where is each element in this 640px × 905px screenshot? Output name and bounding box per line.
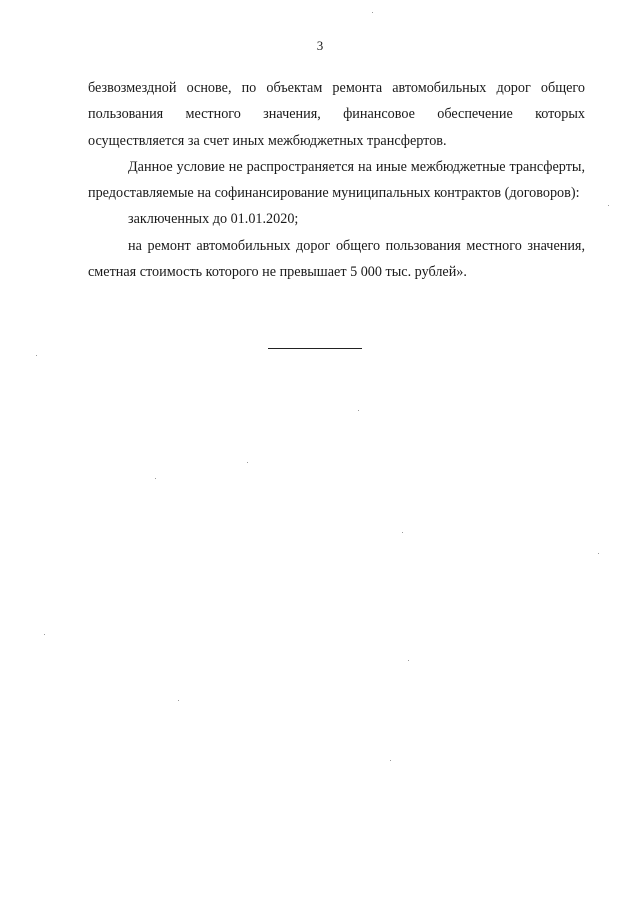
- scan-speck: [155, 478, 156, 479]
- scan-speck: [44, 634, 45, 635]
- scan-speck: [408, 660, 409, 661]
- scan-speck: [402, 532, 403, 533]
- document-body: [88, 75, 585, 285]
- list-item-repair: на ремонт автомобильных дорог общего пользования местного значения, сметная стоимость которого не превышает 5 000 тыс. рублей».: [88, 237, 585, 281]
- scan-speck: [390, 760, 391, 761]
- scan-speck: [36, 355, 37, 356]
- scan-speck: [358, 410, 359, 411]
- scan-speck: [178, 700, 179, 701]
- scan-speck: [372, 12, 373, 13]
- paragraph-condition: Данное условие не распространяется на иные межбюджетные трансферты, предоставляемые на софинансирование муниципальных контрактов (договоров):: [88, 158, 585, 202]
- list-item-concluded: заключенных до 01.01.2020;: [128, 211, 299, 228]
- scan-speck: [608, 205, 609, 206]
- scan-speck: [598, 553, 599, 554]
- paragraph-continuation: безвозмездной основе, по объектам ремонта автомобильных дорог общего пользования местного значения, финансовое обеспечение которых осуществляется за счет иных межбюджетных трансфертов.: [88, 80, 585, 149]
- scan-speck: [247, 462, 248, 463]
- page-number: 3: [316, 38, 324, 53]
- end-separator-line: [268, 348, 362, 349]
